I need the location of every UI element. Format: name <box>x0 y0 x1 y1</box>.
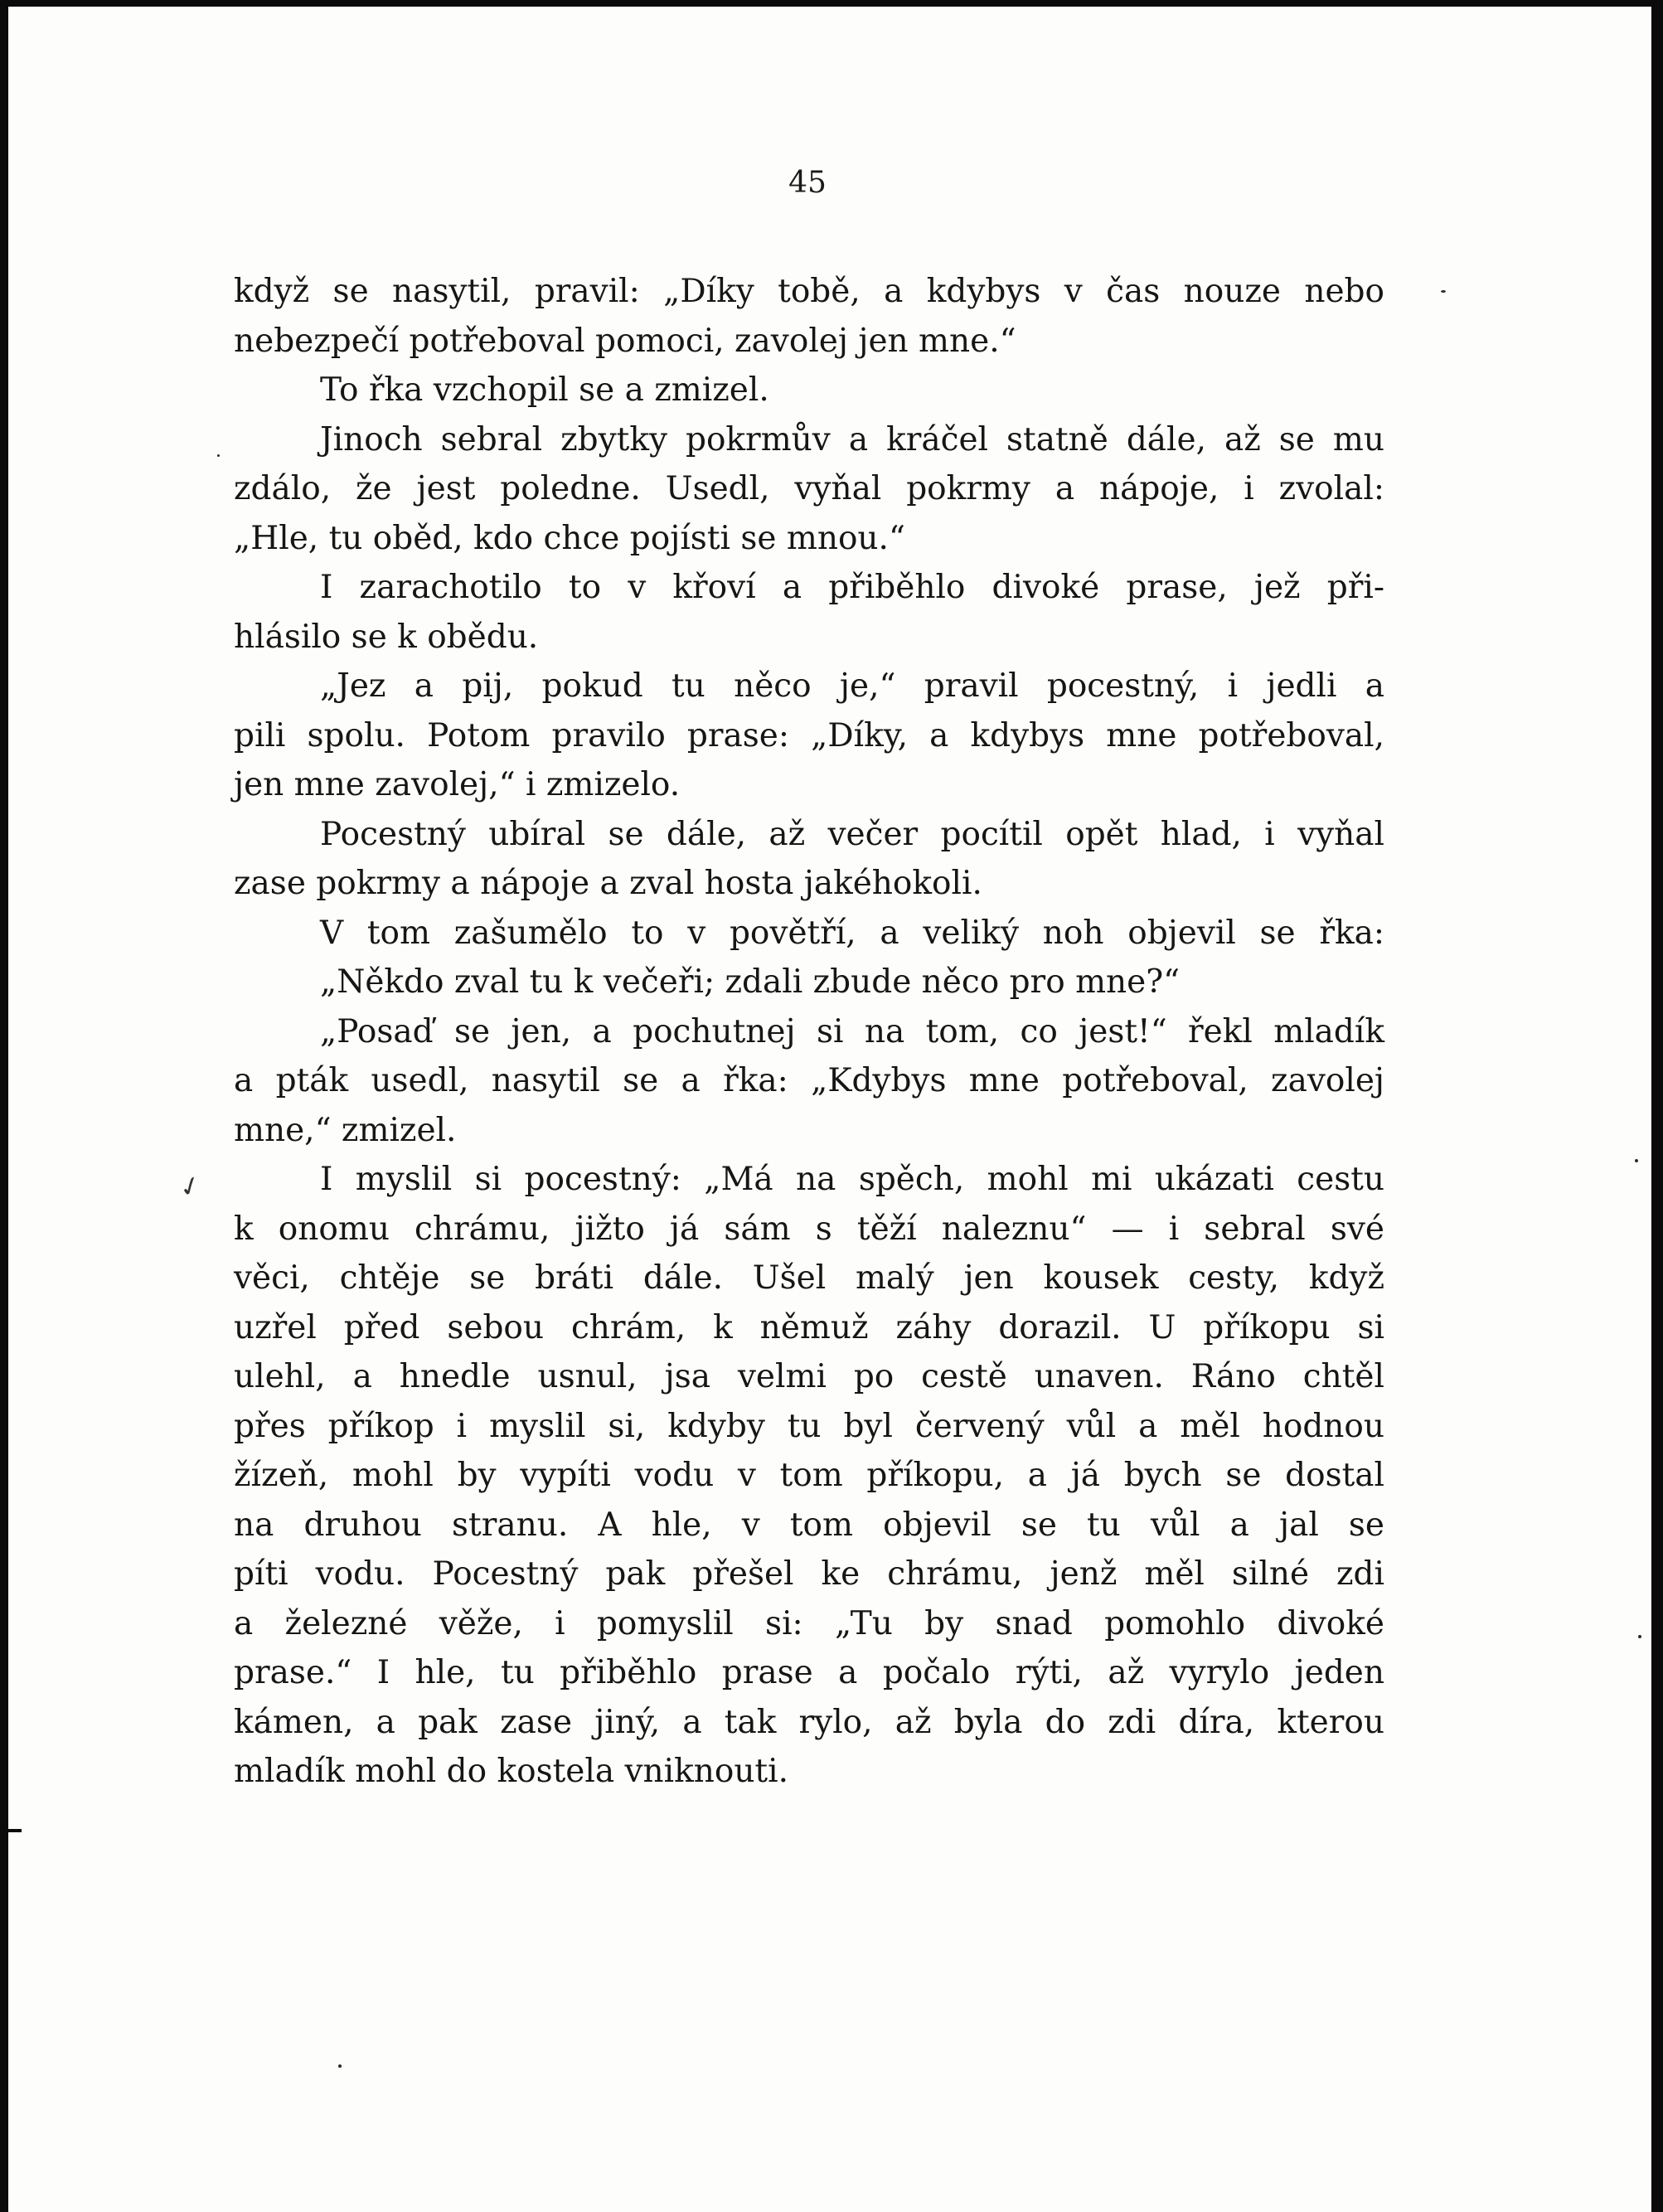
page-edge-mark <box>8 1829 22 1832</box>
text-line: hlásilo se k obědu. <box>234 618 539 656</box>
text-line: To řka vzchopil se a zmizel. <box>320 371 769 409</box>
text-line: mne,“ zmizel. <box>234 1111 457 1149</box>
text-line: k onomu chrámu, jižto já sám s těží naleznu“ — i sebral své <box>234 1210 1384 1248</box>
text-line: I myslil si pocestný: „Má na spěch, mohl mi ukázati cestu <box>320 1161 1384 1198</box>
scan-speck <box>338 2064 342 2068</box>
text-line: zdálo, že jest poledne. Usedl, vyňal pokrmy a nápoje, i zvolal: <box>234 470 1384 507</box>
page-number: 45 <box>788 166 827 200</box>
text-line: mladík mohl do kostela vniknouti. <box>234 1753 788 1790</box>
text-line: Pocestný ubíral se dále, až večer pocítil opět hlad, i vyňal <box>320 815 1384 853</box>
text-line: na druhou stranu. A hle, v tom objevil se tu vůl a jal se <box>234 1506 1384 1544</box>
scan-speck <box>1441 290 1446 293</box>
body-text <box>234 267 1384 1797</box>
text-line: uzřel před sebou chrám, k němuž záhy dorazil. U příkopu si <box>234 1308 1384 1346</box>
text-line: žízeň, mohl by vypíti vodu v tom příkopu, a já bych se dostal <box>234 1457 1384 1494</box>
text-line: „Hle, tu oběd, kdo chce pojísti se mnou.“ <box>234 519 905 557</box>
text-line: „Jez a pij, pokud tu něco je,“ pravil pocestný, i jedli a <box>320 667 1384 705</box>
text-line: kámen, a pak zase jiný, a tak rylo, až byla do zdi díra, kterou <box>234 1703 1384 1741</box>
text-line: pili spolu. Potom pravilo prase: „Díky, a kdybys mne potřeboval, <box>234 716 1384 754</box>
scan-speck <box>1635 1159 1638 1162</box>
text-line: věci, chtěje se bráti dále. Ušel malý jen kousek cesty, když <box>234 1259 1384 1297</box>
text-line: „Někdo zval tu k večeři; zdali zbude něco pro mne?“ <box>320 963 1181 1001</box>
text-line: píti vodu. Pocestný pak přešel ke chrámu, jenž měl silné zdi <box>234 1555 1384 1593</box>
text-line: a pták usedl, nasytil se a řka: „Kdybys mne potřeboval, zavolej <box>234 1062 1384 1099</box>
text-line: když se nasytil, pravil: „Díky tobě, a kdybys v čas nouze nebo <box>234 273 1384 310</box>
margin-check-mark: ✓ <box>174 1167 206 1205</box>
text-line: Jinoch sebral zbytky pokrmův a kráčel statně dále, až se mu <box>320 420 1384 458</box>
text-line: prase.“ I hle, tu přiběhlo prase a počalo rýti, až vyrylo jeden <box>234 1654 1384 1691</box>
text-line: jen mne zavolej,“ i zmizelo. <box>234 766 681 803</box>
text-line: I zarachotilo to v křoví a přiběhlo divoké prase, jež při- <box>320 569 1384 606</box>
text-line: nebezpečí potřeboval pomoci, zavolej jen mne.“ <box>234 322 1016 360</box>
text-line: zase pokrmy a nápoje a zval hosta jakéhokoli. <box>234 865 982 902</box>
scan-speck <box>217 454 220 457</box>
text-line: přes příkop i myslil si, kdyby tu byl červený vůl a měl hodnou <box>234 1407 1384 1445</box>
text-line: V tom zašumělo to v povětří, a veliký noh objevil se řka: <box>320 914 1384 952</box>
text-line: a železné věže, i pomyslil si: „Tu by snad pomohlo divoké <box>234 1604 1384 1642</box>
text-line: ulehl, a hnedle usnul, jsa velmi po cestě unaven. Ráno chtěl <box>234 1358 1384 1395</box>
text-line: „Posaď se jen, a pochutnej si na tom, co jest!“ řekl mladík <box>320 1012 1384 1050</box>
scan-speck <box>1638 1635 1641 1638</box>
